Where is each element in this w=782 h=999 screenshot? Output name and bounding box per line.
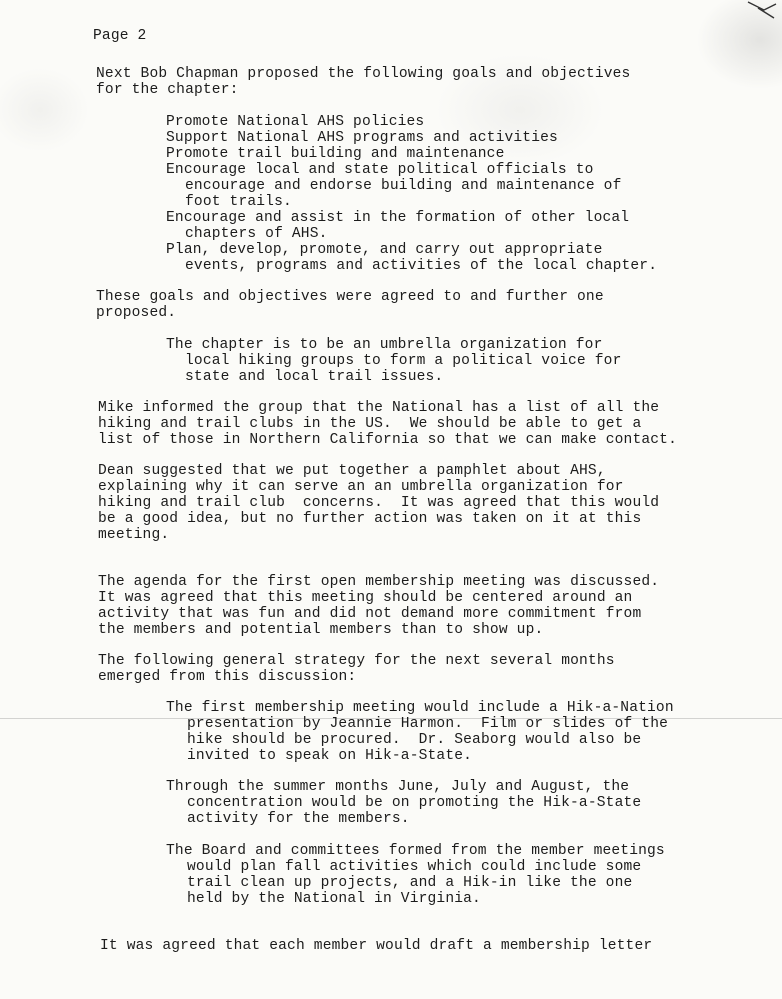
text-line: meeting. — [98, 527, 170, 543]
goal-item: Plan, develop, promote, and carry out appropriate — [166, 242, 603, 258]
text-line: hiking and trail clubs in the US. We should be able to get a — [98, 416, 642, 432]
text-line: emerged from this discussion: — [98, 669, 357, 685]
proposal-line: local hiking groups to form a political voice for — [185, 353, 622, 369]
text-line: These goals and objectives were agreed to and further one — [96, 289, 604, 305]
text-line: the members and potential members than to show up. — [98, 622, 544, 638]
goal-item: Encourage and assist in the formation of other local — [166, 210, 630, 226]
proposal-line: state and local trail issues. — [185, 369, 444, 385]
text-line: Next Bob Chapman proposed the following goals and objectives — [96, 66, 631, 82]
text-line: be a good idea, but no further action was taken on it at this — [98, 511, 642, 527]
proposal-line: The chapter is to be an umbrella organization for — [166, 337, 603, 353]
strategy-item: The first membership meeting would include a Hik-a-Nation — [166, 700, 674, 716]
text-line: proposed. — [96, 305, 177, 321]
goal-item: Promote trail building and maintenance — [166, 146, 505, 162]
page-number: Page 2 — [93, 28, 147, 44]
text-line: Mike informed the group that the National has a list of all the — [98, 400, 660, 416]
text-line: list of those in Northern California so that we can make contact. — [98, 432, 677, 448]
strategy-item-continued: hike should be procured. Dr. Seaborg would also be — [187, 732, 642, 748]
goal-item-continued: events, programs and activities of the local chapter. — [185, 258, 658, 274]
text-line: The agenda for the first open membership meeting was discussed. — [98, 574, 660, 590]
text-line: activity that was fun and did not demand more commitment from — [98, 606, 642, 622]
strategy-item: Through the summer months June, July and August, the — [166, 779, 630, 795]
text-line: for the chapter: — [96, 82, 239, 98]
goal-item-continued: encourage and endorse building and maintenance of — [185, 178, 622, 194]
staple-mark-icon — [744, 0, 778, 22]
text-line: It was agreed that each member would draft a membership letter — [100, 938, 653, 954]
strategy-item: The Board and committees formed from the member meetings — [166, 843, 665, 859]
text-line: It was agreed that this meeting should be centered around an — [98, 590, 633, 606]
strategy-item-continued: held by the National in Virginia. — [187, 891, 481, 907]
strategy-item-continued: invited to speak on Hik-a-State. — [187, 748, 473, 764]
goal-item-continued: chapters of AHS. — [185, 226, 328, 242]
goal-item: Support National AHS programs and activities — [166, 130, 558, 146]
strategy-item-continued: activity for the members. — [187, 811, 410, 827]
goal-item-continued: foot trails. — [185, 194, 292, 210]
strategy-item-continued: would plan fall activities which could include some — [187, 859, 642, 875]
goal-item: Encourage local and state political officials to — [166, 162, 594, 178]
text-line: explaining why it can serve an an umbrella organization for — [98, 479, 624, 495]
goal-item: Promote National AHS policies — [166, 114, 425, 130]
strategy-item-continued: presentation by Jeannie Harmon. Film or slides of the — [187, 716, 669, 732]
text-line: Dean suggested that we put together a pamphlet about AHS, — [98, 463, 606, 479]
text-line: The following general strategy for the next several months — [98, 653, 615, 669]
text-line: hiking and trail club concerns. It was agreed that this would — [98, 495, 660, 511]
strategy-item-continued: trail clean up projects, and a Hik-in like the one — [187, 875, 633, 891]
strategy-item-continued: concentration would be on promoting the Hik-a-State — [187, 795, 642, 811]
